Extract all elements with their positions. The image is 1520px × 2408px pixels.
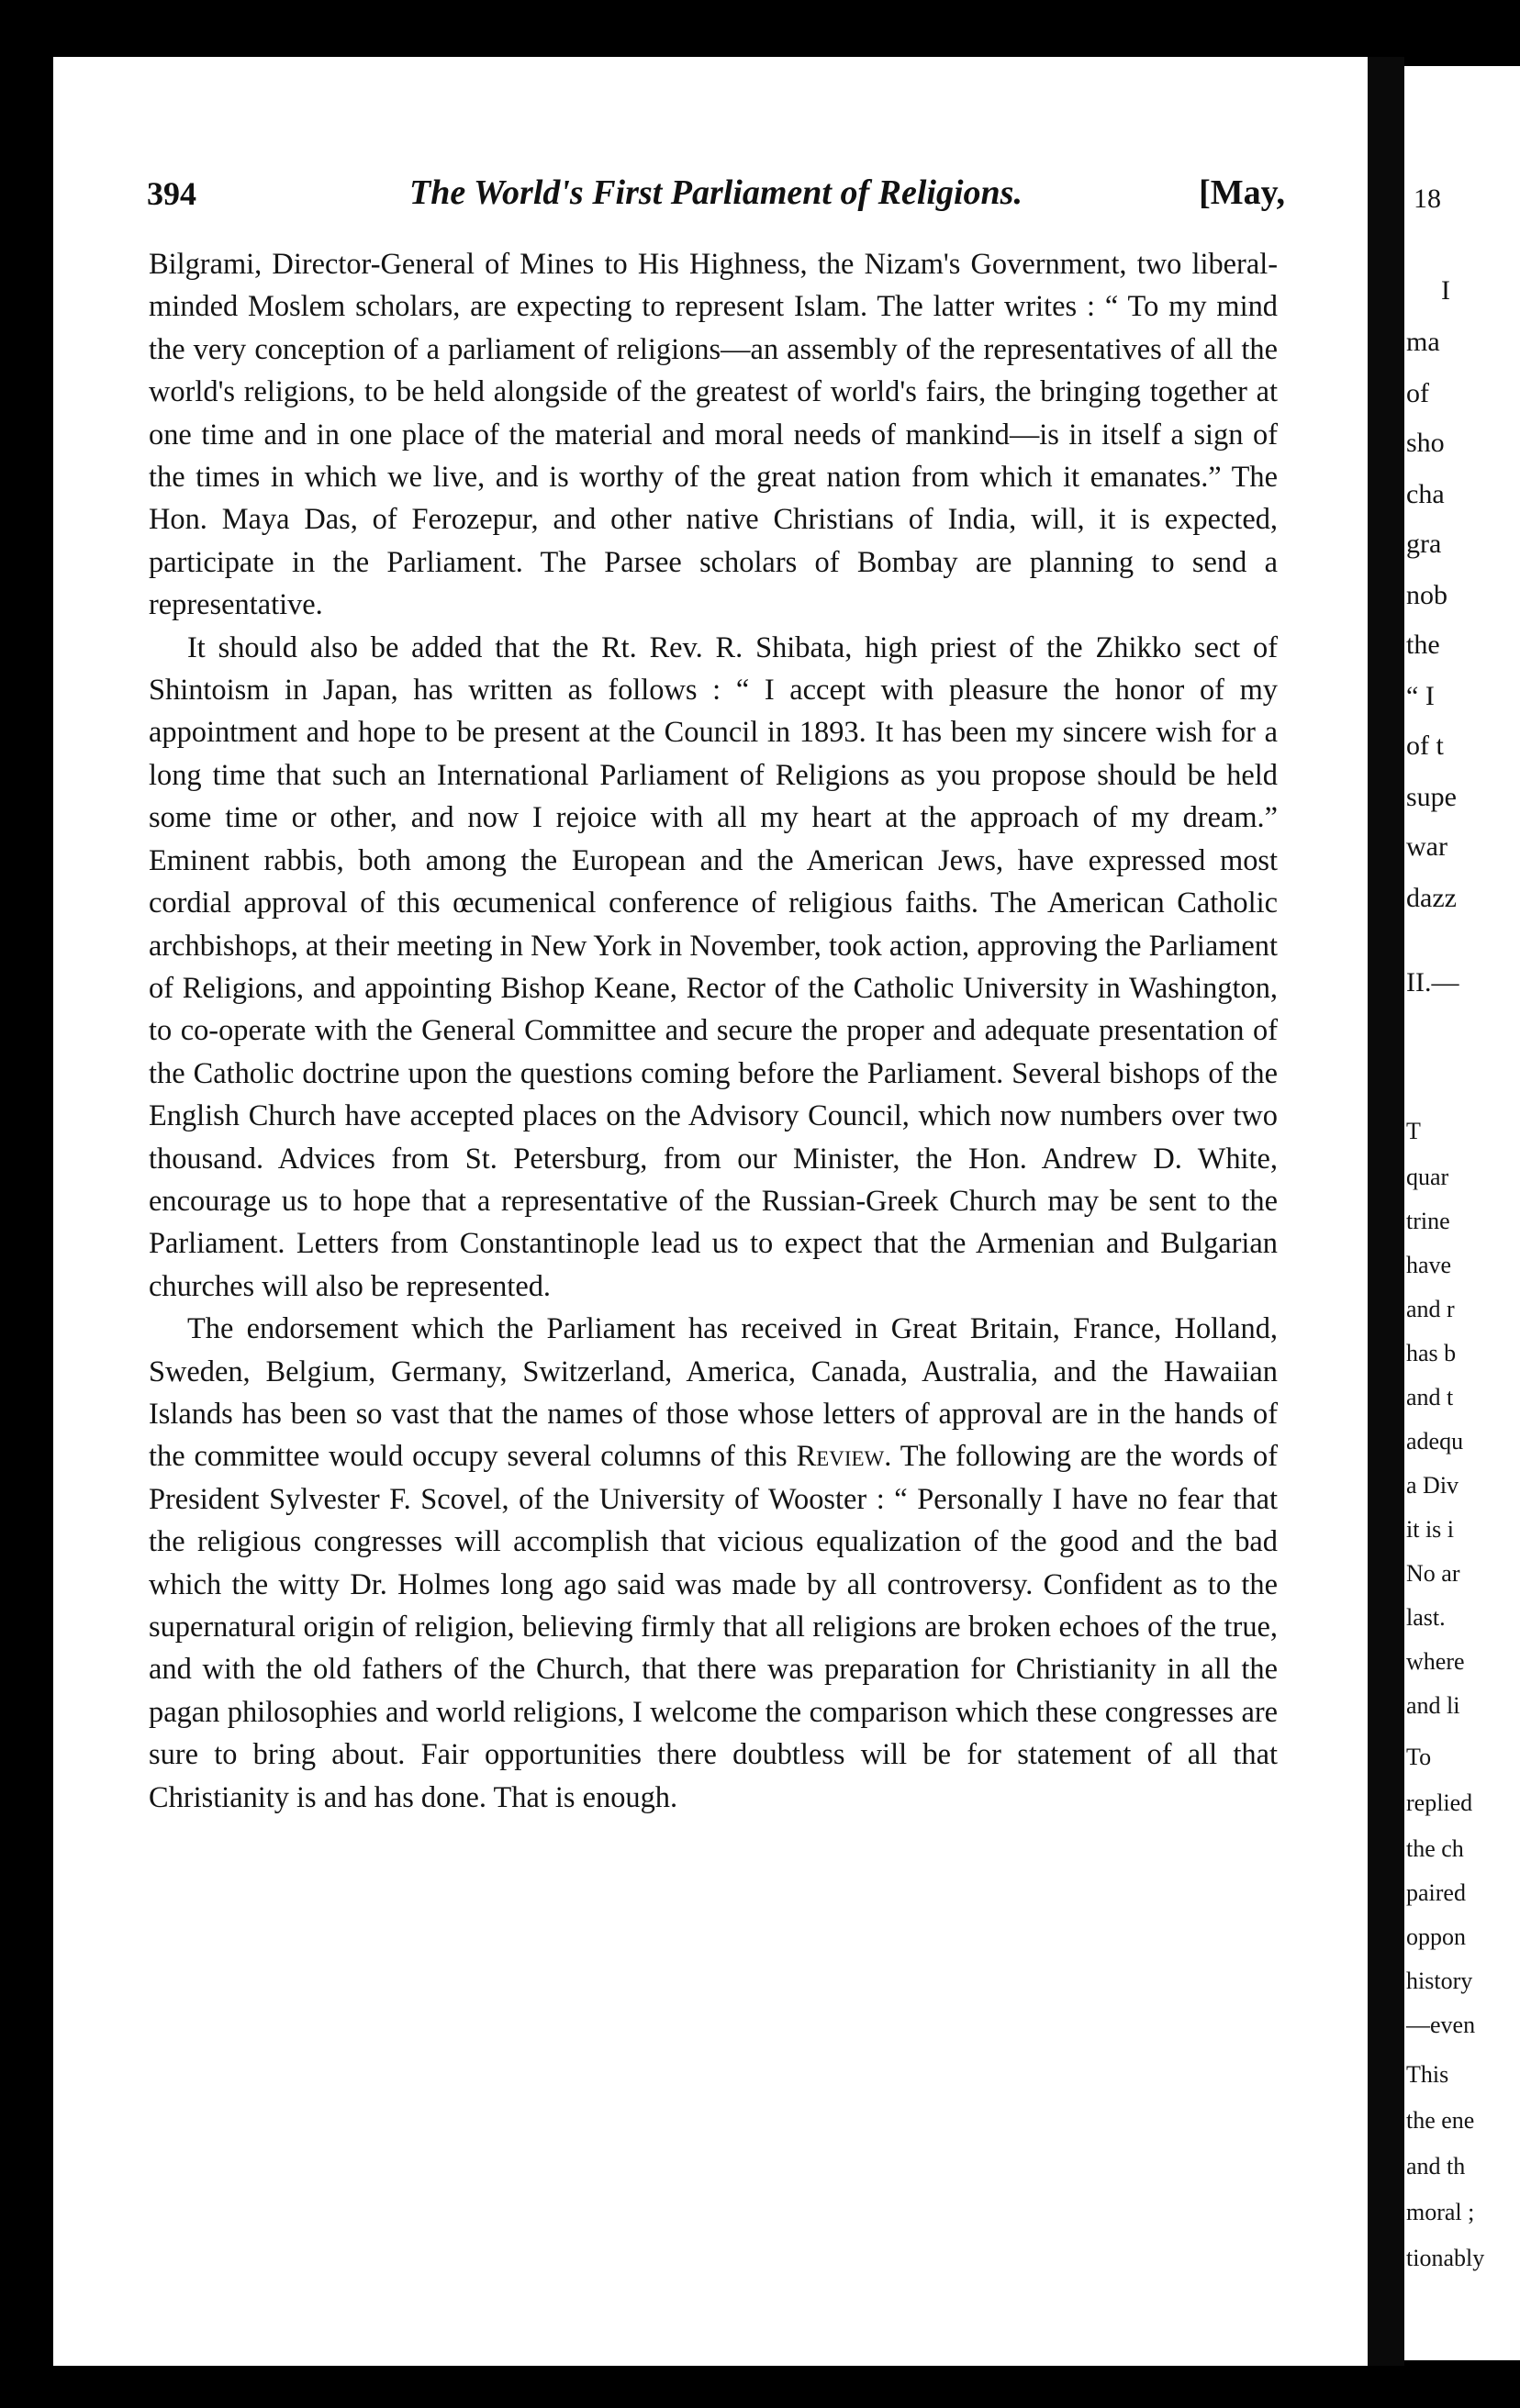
facing-page-line: trine xyxy=(1406,1208,1450,1234)
facing-page-line: of t xyxy=(1406,730,1444,761)
facing-page-line: To xyxy=(1406,1744,1432,1770)
facing-page-line: This xyxy=(1406,2061,1449,2088)
paragraph-3-text-a: The endorsement which the Parliament has received in Great Britain, France, Holland, Sweden, Belgium, Germany, Switzerland, America, Canada, Australia, and the Hawaiian Islands has been so vast that the names of those whose letters of approval are in the hands of the committee would occupy several columns of this xyxy=(149,1312,1278,1474)
facing-page-line: paired xyxy=(1406,1879,1466,1906)
paragraph-3-text-b: . The following are the words of President Sylvester F. Scovel, of the University of Wooster : “ Personally I have no fear that the religious congresses will accomplish that vicious equalization of the good and the bad which the witty Dr. Holmes long ago said was made by all controversy. Confident as to the supernatural origin of religion, believing firmly that all religions are broken echoes of the true, and with the old fathers of the Church, that there was preparation for Christianity in all the pagan philosophies and world religions, I welcome the comparison which these congresses are sure to bring about. Fair opportunities there doubtless will be for statement of all that Christianity is and has done. That is enough. xyxy=(149,1440,1278,1814)
facing-page xyxy=(1404,66,1520,2360)
facing-page-line: last. xyxy=(1406,1604,1446,1631)
facing-page-line: a Div xyxy=(1406,1472,1459,1499)
facing-page-line: sho xyxy=(1406,428,1445,458)
running-title: The World's First Parliament of Religions. xyxy=(409,173,1023,212)
facing-page-line: No ar xyxy=(1406,1560,1460,1587)
facing-page-line: quar xyxy=(1406,1164,1449,1190)
facing-page-line: and r xyxy=(1406,1296,1455,1322)
paragraph-3 xyxy=(149,1308,1278,1819)
facing-page-line: the xyxy=(1406,630,1440,660)
facing-page-line: —even xyxy=(1406,2012,1476,2038)
body-text xyxy=(149,243,1278,1819)
facing-page-line: and th xyxy=(1406,2153,1466,2179)
facing-page-line: nob xyxy=(1406,580,1447,610)
facing-page-line: cha xyxy=(1406,479,1445,509)
facing-page-line: supe xyxy=(1406,782,1457,812)
facing-page-line: the ene xyxy=(1406,2107,1475,2134)
facing-page-line: “ I xyxy=(1406,681,1435,711)
review-smallcaps: Review xyxy=(796,1440,885,1474)
facing-page-line: dazz xyxy=(1406,883,1457,913)
facing-page-line: has b xyxy=(1406,1340,1457,1366)
facing-page-line: war xyxy=(1406,831,1447,862)
facing-page-line: replied xyxy=(1406,1789,1473,1816)
facing-page-line: history xyxy=(1406,1968,1473,1994)
facing-page-line: where xyxy=(1406,1648,1465,1675)
page-number: 394 xyxy=(147,175,196,212)
facing-page-line: oppon xyxy=(1406,1923,1466,1950)
facing-page-line: have xyxy=(1406,1252,1452,1278)
paragraph-2: It should also be added that the Rt. Rev. R. Shibata, high priest of the Zhikko sect of Shintoism in Japan, has written as follows : “ I accept with pleasure the honor of my appointment and hope to be present at the Council in 1893. It has been my sincere wish for a long time that such an International Parliament of Religions as you propose should be held some time or other, and now I rejoice with all my heart at the approach of my dream.” Eminent rabbis, both among the European and the American Jews, have expressed most cordial approval of this œcumenical conference of religious faiths. The American Catholic archbishops, at their meeting in New York in November, took action, approving the Parliament of Religions, and appointing Bishop Keane, Rector of the Catholic University in Washington, to co-operate with the General Committee and secure the proper and adequate presentation of the Catholic doctrine upon the questions coming before the Parliament. Several bishops of the English Church have accepted places on the Advisory Council, which now numbers over two thousand. Advices from St. Petersburg, from our Minister, the Hon. Andrew D. White, encourage us to hope that a representative of the Russian-Greek Church may be sent to the Parliament. Letters from Constantinople lead us to expect that the Armenian and Bulgarian churches will also be represented. xyxy=(149,630,1278,1303)
running-header xyxy=(147,108,1285,212)
facing-page-line: adequ xyxy=(1406,1428,1464,1455)
facing-page-line: it is i xyxy=(1406,1516,1455,1543)
facing-page-header-fragment: 18 xyxy=(1414,184,1441,214)
facing-page-line: I xyxy=(1441,275,1450,306)
facing-page-line: gra xyxy=(1406,529,1442,559)
facing-page-line: of xyxy=(1406,378,1429,408)
facing-page-line: tionably xyxy=(1406,2245,1485,2271)
paragraph-1: Bilgrami, Director-General of Mines to His Highness, the Nizam's Government, two liberal-minded Moslem scholars, are expecting to represent Islam. The latter writes : “ To my mind the very conception of a parliament of religions—an assembly of the representatives of all the world's religions, to be held alongside of the greatest of world's fairs, the bringing together at one time and in one place of the material and moral needs of mankind—is in itself a sign of the times in which we live, and is worthy of the great nation from which it emanates.” The Hon. Maya Das, of Ferozepur, and other native Christians of India, will, it is expected, participate in the Parliament. The Parsee scholars of Bombay are planning to send a representative. xyxy=(149,248,1278,622)
running-date: [May, xyxy=(1199,173,1285,212)
facing-page-line: T xyxy=(1406,1118,1421,1144)
facing-page-line: and li xyxy=(1406,1692,1460,1719)
facing-page-line: II.— xyxy=(1406,967,1459,998)
facing-page-line: the ch xyxy=(1406,1835,1464,1862)
facing-page-line: and t xyxy=(1406,1384,1454,1410)
book-gutter xyxy=(1368,57,1404,2366)
facing-page-line: moral ; xyxy=(1406,2199,1475,2225)
facing-page-line: ma xyxy=(1406,327,1440,357)
